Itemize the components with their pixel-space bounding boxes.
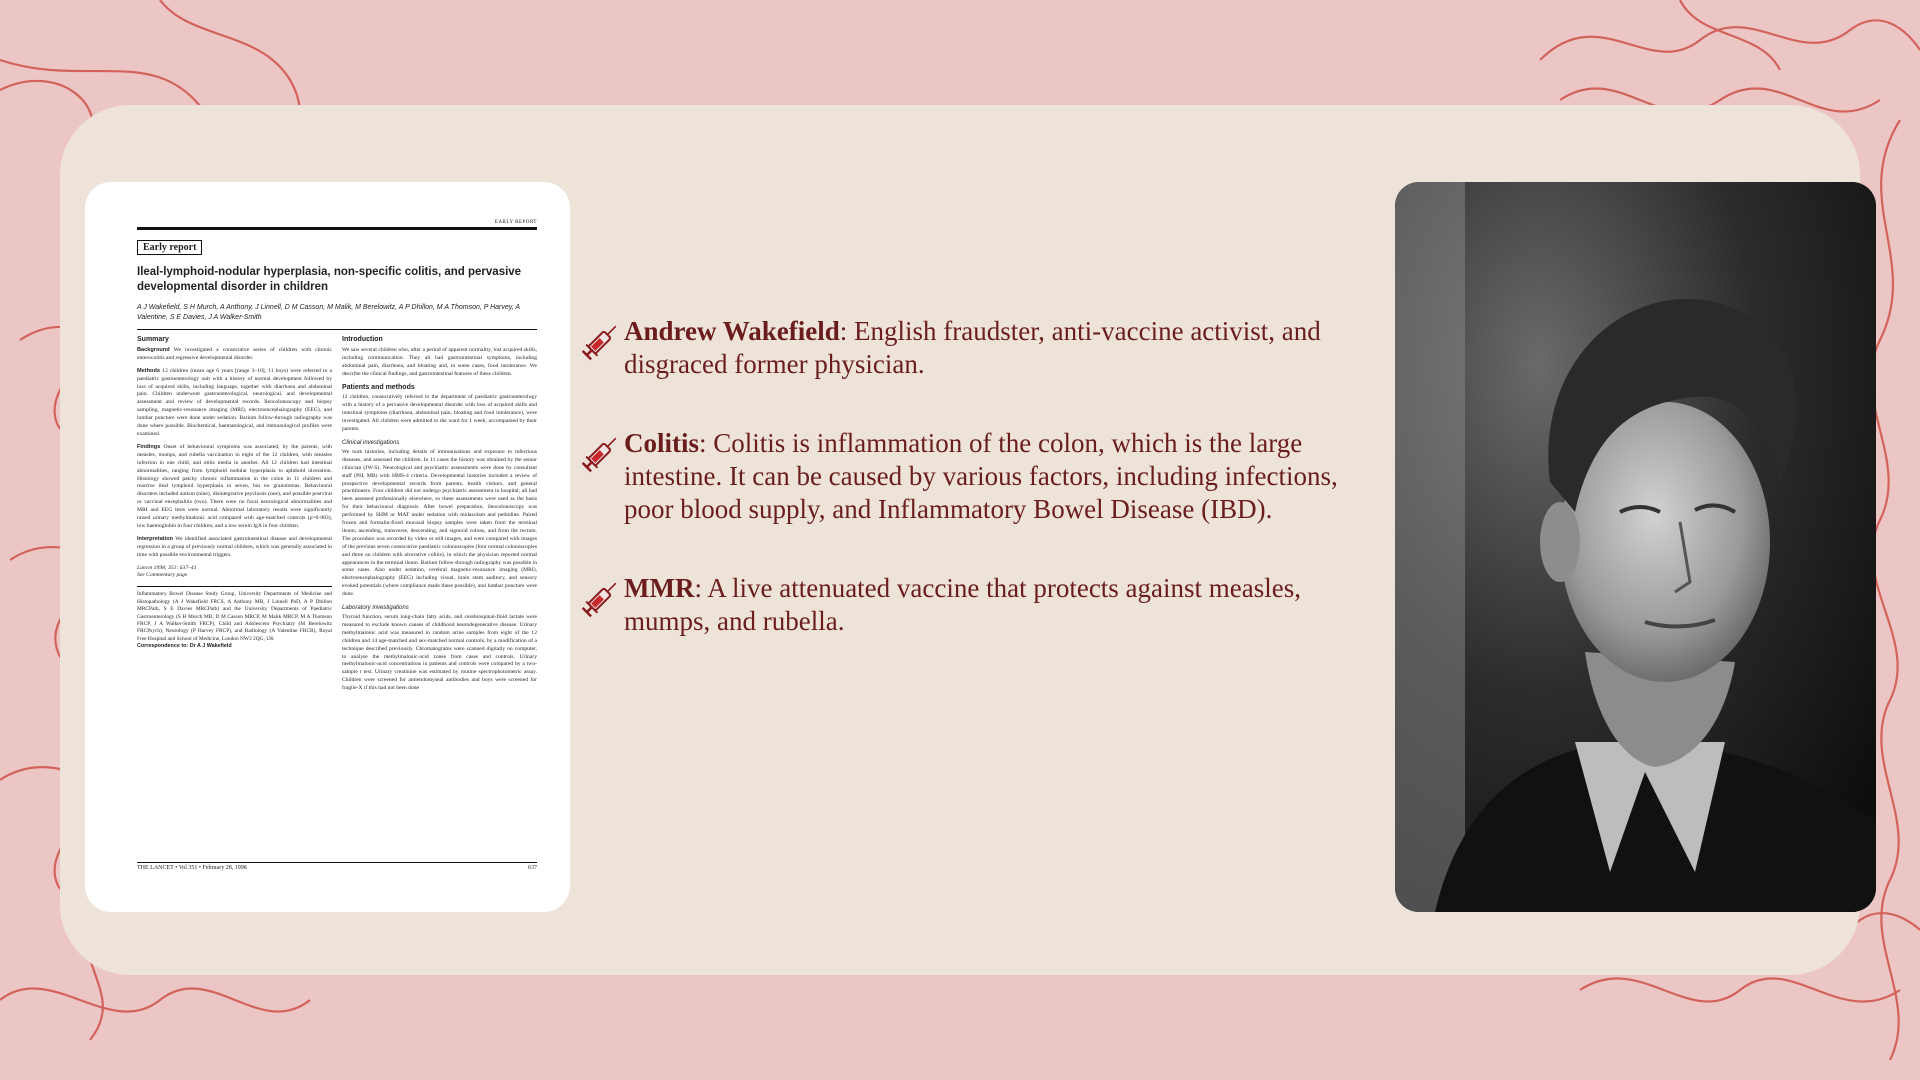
- paper-title: Ileal-lymphoid-nodular hyperplasia, non-specific colitis, and pervasive developmental disorder in children: [137, 266, 522, 293]
- interpretation-text: We identified associated gastrointestinal disease and developmental regression in a group of previously normal children, which was generally associated in time with possible environmental triggers.: [137, 535, 332, 558]
- paper-commentary: See Commentary page: [137, 572, 188, 579]
- syringe-icon: [578, 318, 624, 364]
- paper-left-column: [137, 334, 332, 698]
- paper-right-column: [342, 334, 537, 698]
- paper-image: [85, 182, 570, 912]
- syringe-icon: [578, 430, 624, 476]
- paper-affiliations: Inflammatory Bowel Disease Study Group, University Departments of Medicine and Histopathology (A J Wakefield FRCS, A Anthony MB, J Linnell PhD, A P Dhillon MRCPath, S E Davies MRCPath) and the University Departments of Paediatric Gastroenterology (S H Murch MB, D M Casson MRCP, M Malik MRCP, M A Thomson FRCP, J A Walker-Smith FRCP), Child and Adolescent Psychiatry (M Berelowitz FRCPsych), Neurology (P Harvey FRCP), and Radiology (A Valentine FRCR), Royal Free Hospital and School of Medicine, London NW3 2QG, UK: [137, 591, 332, 642]
- findings-text: Onset of behavioural symptoms was associated, by the parents, with measles, mumps, and rubella vaccination in eight of the 12 children, with measles infection in one child, and otitis media in another. All 12 children had intestinal abnormalities, ranging from lymphoid nodular hyperplasia to aphthoid ulceration. Histology showed patchy chronic inflammation in the colon in 11 children and reactive ileal lymphoid hyperplasia in seven, but no granulomas. Behavioural disorders included autism (nine), disintegrative psychosis (one), and possible postviral or vaccinal encephalitis (two). There were no focal neurological abnormalities and MRI and EEG tests were normal. Abnormal laboratory results were significantly raised urinary methylmalonic acid compared with age-matched controls (p=0·003), low haemoglobin in four children, and a low serum IgA in four children.: [137, 443, 332, 529]
- term-list: [578, 315, 1378, 684]
- term-definition: : A live attenuated vaccine that protects against measles, mumps, and rubella.: [624, 573, 1302, 636]
- background-text: We investigated a consecutive series of children with chronic enterocolitis and regressive developmental disorder.: [137, 346, 332, 361]
- methods-label: Methods: [137, 367, 160, 374]
- term-mmr: [578, 572, 1378, 638]
- lab-text: Thyroid function, serum long-chain fatty acids, and cerebrospinal-fluid lactate were measured to exclude known causes of childhood neurodegenerative disease. Urinary methylmalonic acid was measured in random urine samples from eight of the 12 children and 14 age-matched and sex-matched normal controls, by a modification of a technique described previously. Chromatograms were scanned digitally on computer, to analyse the methylmalonic-acid zones from cases and controls. Urinary methylmalonic-acid concentrations in patients and controls were compared by a two-sample t test. Urinary creatinine was estimated by routine spectrophotometric assay. Children were screened for antiendomyseal antibodies and boys were screened for fragile-X if this had not been done: [342, 614, 537, 692]
- summary-heading: Summary: [137, 336, 169, 343]
- paper-running-head: EARLY REPORT: [137, 220, 537, 230]
- clinical-text: We took histories, including details of immunisations and exposure to infectious diseases, and assessed the children. In 11 cases the history was obtained by the senior clinician (JW-S). Neurological and psychiatric assessments were done by consultant staff (PH, MB) with HMS-4 criteria. Developmental histories included a review of prospective developmental records from parents, health visitors, and general practitioners. Four children did not undergo psychiatric assessment in hospital; all had been assessed professionally elsewhere, so these assessments were used as the basis for their behavioural diagnosis. After bowel preparation, ileocolonoscopy was performed by SHM or MAT under sedation with midazolam and pethidine. Paired frozen and formalin-fixed mucosal biopsy samples were taken from the terminal ileum; ascending, transverse, descending, and sigmoid colons, and from the rectum. The procedure was recorded by video or still images, and were compared with images of the previous seven consecutive paediatric colonoscopies (four normal colonoscopies and three on children with ulcerative colitis), in which the physician reported normal appearances in the terminal ileum. Barium follow-through radiography was possible in some cases. Also under sedation, cerebral magnetic-resonance imaging (MRI), electroencephalography (EEG) including visual, brain stem auditory, and sensory evoked potentials (where compliance made these possible), and lumbar puncture were done.: [342, 448, 537, 598]
- interpretation-label: Interpretation: [137, 535, 174, 542]
- intro-heading: Introduction: [342, 336, 383, 343]
- paper-citation: Lancet 1998; 351: 637–41: [137, 564, 197, 571]
- background-label: Background: [137, 346, 170, 353]
- term-colitis: [578, 427, 1378, 526]
- term-name: Colitis: [624, 428, 700, 458]
- intro-text: We saw several children who, after a period of apparent normality, lost acquired skills, including communication. They all had gastrointestinal symptoms, including abdominal pain, diarrhoea, and bloating and, in some cases, food intolerance. We describe the clinical findings, and gastrointestinal features of these children.: [342, 346, 537, 377]
- paper-badge: Early report: [137, 240, 202, 255]
- paper-authors: A J Wakefield, S H Murch, A Anthony, J Linnell, D M Casson, M Malik, M Berelowitz, A P Dhillon, M A Thomson, P Harvey, A Valentine, S E Davies, J A Walker-Smith: [137, 304, 520, 321]
- term-name: MMR: [624, 573, 695, 603]
- paper-footer-page: 637: [528, 865, 537, 871]
- patients-heading: Patients and methods: [342, 383, 415, 391]
- term-andrew-wakefield: [578, 315, 1378, 381]
- paper-footer: [137, 862, 537, 871]
- term-definition: : Colitis is inflammation of the colon, which is the large intestine. It can be caused by various factors, including infections, poor blood supply, and Inflammatory Bowel Disease (IBD).: [624, 428, 1338, 524]
- findings-label: Findings: [137, 443, 161, 450]
- patients-text: 12 children, consecutively referred to the department of paediatric gastroenterology with a history of a pervasive developmental disorder with loss of acquired skills and intestinal symptoms (diarrhoea, abdominal pain, bloating and food intolerance), were investigated. All children were admitted to the ward for 1 week, accompanied by their parents.: [342, 394, 537, 433]
- clinical-heading: Clinical investigations: [342, 439, 400, 446]
- term-name: Andrew Wakefield: [624, 316, 840, 346]
- term-definition: : English fraudster, anti-vaccine activist, and disgraced former physician.: [624, 316, 1321, 379]
- lab-heading: Laboratory investigations: [342, 605, 409, 612]
- portrait-photo: [1395, 182, 1876, 912]
- methods-text: 12 children (mean age 6 years [range 3–10], 11 boys) were referred to a paediatric gastroenterology unit with a history of normal development followed by loss of acquired skills, including language, together with diarrhoea and abdominal pain. Children underwent gastroenterological, neurological, and developmental assessment and review of developmental records. Ileocolonoscopy and biopsy sampling, magnetic-resonance imaging (MRI), electroencephalography (EEG), and lumbar puncture were done under sedation. Barium follow-through radiography was done where possible. Biochemical, haematological, and immunological profiles were examined.: [137, 367, 333, 437]
- paper-correspondence: Correspondence to: Dr A J Wakefield: [137, 643, 232, 650]
- syringe-icon: [578, 575, 624, 621]
- paper-footer-left: THE LANCET • Vol 351 • February 28, 1998: [137, 865, 247, 871]
